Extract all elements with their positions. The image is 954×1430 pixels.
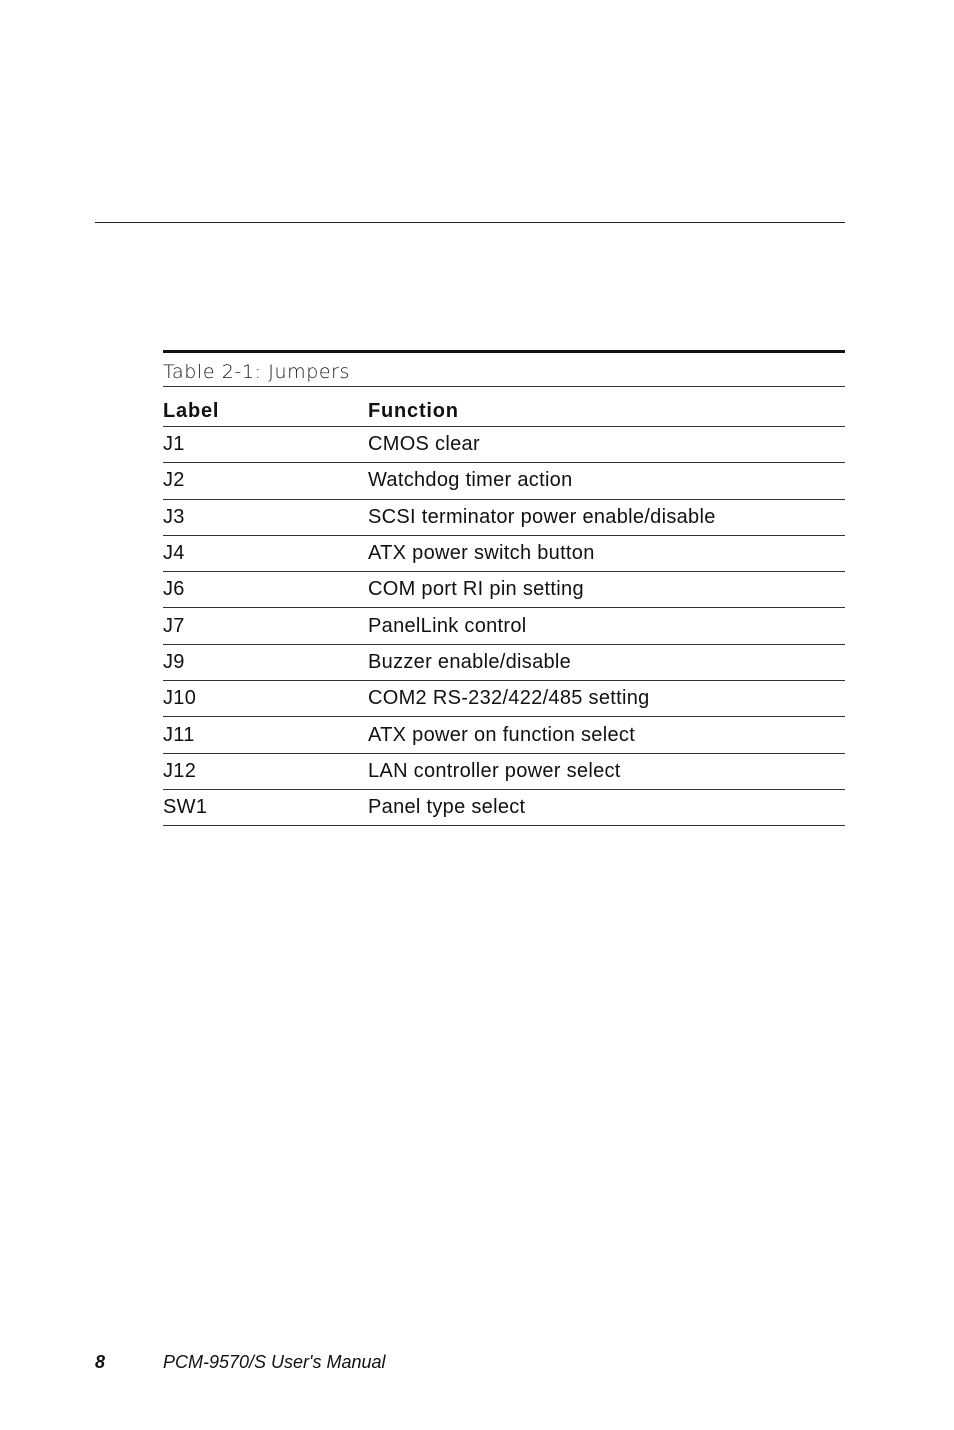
table-row [163,717,845,753]
row-function: SCSI terminator power enable/disable [368,505,716,528]
row-function: PanelLink control [368,614,527,637]
table-row [163,645,845,681]
row-label: J12 [163,759,197,782]
row-label: SW1 [163,796,208,819]
row-label: J11 [163,723,195,746]
table-row [163,536,845,572]
row-function: Watchdog timer action [368,469,573,492]
row-function: CMOS clear [368,433,480,456]
table-caption: Table 2-1: Jumpers [163,353,845,387]
table-row [163,754,845,790]
row-label: J3 [163,505,185,528]
row-label: J2 [163,469,185,492]
top-horizontal-rule [95,222,845,223]
row-function: COM port RI pin setting [368,578,584,601]
row-label: J1 [163,433,185,456]
row-function: COM2 RS-232/422/485 setting [368,687,650,710]
table-row [163,790,845,826]
row-label: J9 [163,650,185,673]
row-label: J10 [163,687,197,710]
row-label: J7 [163,614,185,637]
table-header-row [163,387,845,427]
table-row [163,608,845,644]
manual-title: PCM-9570/S User's Manual [163,1352,386,1372]
page-number: 8 [95,1352,106,1372]
table-row [163,463,845,499]
header-function: Function [368,400,459,422]
table-row [163,500,845,536]
row-function: Panel type select [368,796,526,819]
header-label: Label [163,400,220,422]
row-function: ATX power on function select [368,723,636,746]
jumpers-table [163,350,845,826]
row-function: LAN controller power select [368,759,621,782]
table-row [163,427,845,463]
row-label: J4 [163,542,185,565]
row-label: J6 [163,578,185,601]
row-function: Buzzer enable/disable [368,650,572,673]
table-row [163,681,845,717]
table-row [163,572,845,608]
row-function: ATX power switch button [368,542,595,565]
